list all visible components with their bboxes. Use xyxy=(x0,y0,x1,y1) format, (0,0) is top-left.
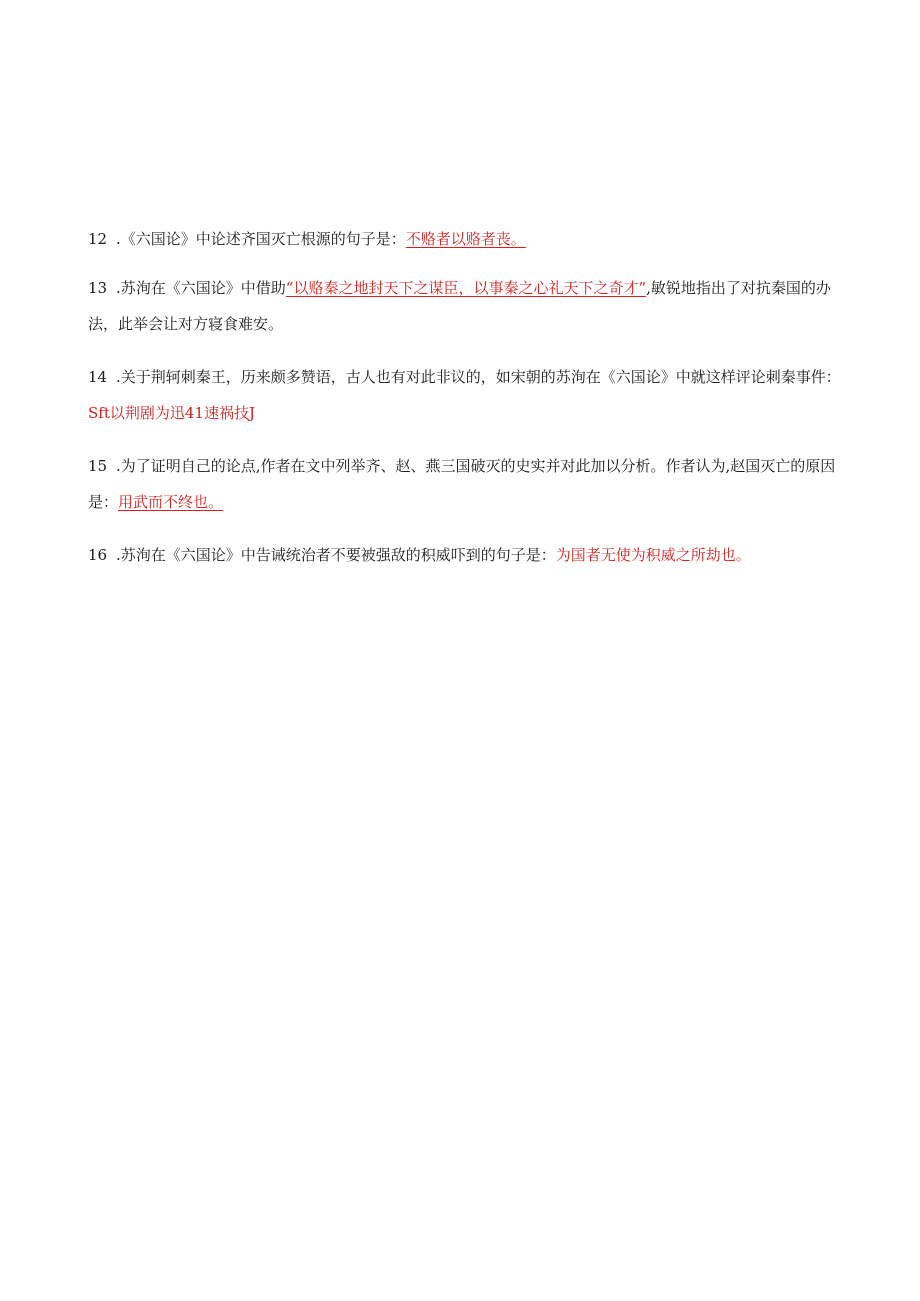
question-number: 14 xyxy=(88,368,108,386)
question-prompt: .为了证明自己的论点,作者在文中列举齐、赵、燕三国破灭的史实并对此加以分析。作者认为,赵国灭亡的原因是： xyxy=(88,457,836,511)
question-suffix: ,敏锐地指出了对抗秦国的办法，此举会让对方寝食难安。 xyxy=(88,279,831,333)
answer-text: 不赂者以赂者丧。 xyxy=(405,230,526,248)
answer-text: Sft以荆剧为迅41速祸技J xyxy=(88,404,255,422)
question-number: 15 xyxy=(88,457,108,475)
answer-text: “以赂秦之地封天下之谋臣，以事秦之心礼天下之奇才” xyxy=(285,279,647,297)
question-number: 13 xyxy=(88,279,108,297)
question-number: 16 xyxy=(88,546,108,564)
answer-text: 用武而不终也。 xyxy=(118,493,224,511)
question-prompt: .苏洵在《六国论》中告诫统治者不要被强敌的积威吓到的句子是： xyxy=(116,546,556,564)
question-15 xyxy=(88,448,843,520)
question-13 xyxy=(88,270,843,342)
question-number: 12 xyxy=(88,230,108,248)
question-prompt: .关于荆轲刺秦王，历来颇多赞语，古人也有对此非议的，如宋朝的苏洵在《六国论》中就这样评论刺秦事件： xyxy=(116,368,841,386)
question-prompt: .《六国论》中论述齐国灭亡根源的句子是： xyxy=(116,230,406,248)
answer-text: 为国者无使为积威之所劫也。 xyxy=(555,546,751,564)
question-16 xyxy=(88,537,843,573)
question-prompt: .苏洵在《六国论》中借助 xyxy=(116,279,286,297)
question-14 xyxy=(88,359,843,431)
question-12 xyxy=(88,221,843,257)
